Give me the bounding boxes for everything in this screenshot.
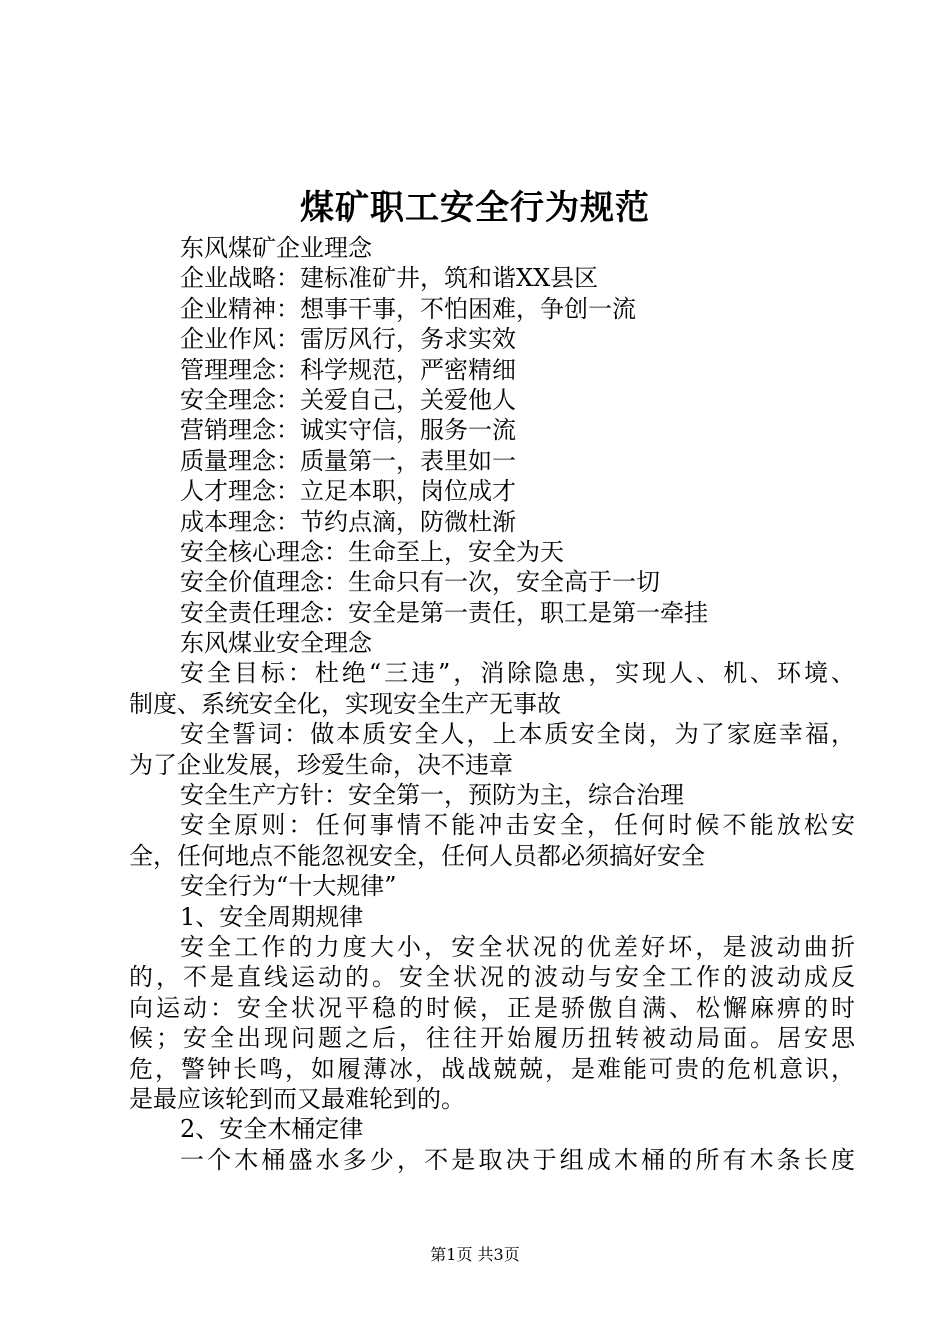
text-line: 危，警钟长鸣，如履薄冰，战战兢兢，是难能可贵的危机意识，: [129, 1054, 855, 1083]
document-title: 煤矿职工安全行为规范: [300, 188, 650, 228]
page-footer: 第1页 共3页: [430, 1245, 520, 1264]
text-line: 东风煤矿企业理念: [180, 234, 372, 262]
text-line: 安全目标：杜绝“三违”，消除隐患，实现人、机、环境、: [180, 659, 855, 688]
text-line: 2、安全木桶定律: [180, 1115, 364, 1144]
text-line: 1、安全周期规律: [180, 902, 364, 931]
text-line: 为了企业发展，珍爱生命，决不违章: [129, 750, 513, 779]
text-line: 营销理念：诚实守信，服务一流: [180, 416, 516, 445]
text-line: 企业精神：想事干事，不怕困难，争创一流: [180, 294, 636, 323]
text-line: 安全誓词：做本质安全人，上本质安全岗，为了家庭幸福，: [180, 720, 855, 749]
text-line: 安全工作的力度大小，安全状况的优差好坏，是波动曲折: [180, 932, 855, 961]
text-line: 候；安全出现问题之后，往往开始履历扭转被动局面。居安思: [129, 1024, 855, 1053]
text-line: 向运动：安全状况平稳的时候，正是骄傲自满、松懈麻痹的时: [129, 993, 855, 1022]
text-line: 质量理念：质量第一，表里如一: [180, 446, 516, 475]
text-line: 安全核心理念：生命至上，安全为天: [180, 537, 564, 566]
text-line: 安全行为“十大规律”: [180, 872, 397, 901]
text-line: 安全理念：关爱自己，关爱他人: [180, 385, 516, 414]
text-line: 是最应该轮到而又最难轮到的。: [129, 1084, 465, 1113]
text-line: 成本理念：节约点滴，防微杜渐: [180, 507, 516, 536]
document-body: [129, 233, 855, 1175]
text-line: 全，任何地点不能忽视安全，任何人员都必须搞好安全: [129, 841, 705, 870]
text-line: 的，不是直线运动的。安全状况的波动与安全工作的波动成反: [129, 963, 855, 992]
text-line: 一个木桶盛水多少，不是取决于组成木桶的所有木条长度: [180, 1145, 855, 1174]
text-line: 制度、系统安全化，实现安全生产无事故: [129, 689, 561, 718]
text-line: 管理理念：科学规范，严密精细: [180, 355, 516, 384]
text-line: 安全原则：任何事情不能冲击安全，任何时候不能放松安: [180, 811, 855, 840]
text-line: 人才理念：立足本职，岗位成才: [180, 477, 516, 506]
text-line: 企业战略：建标准矿井，筑和谐XX县区: [180, 264, 599, 293]
text-line: 安全生产方针：安全第一，预防为主，综合治理: [180, 781, 684, 810]
text-line: 安全价值理念：生命只有一次，安全高于一切: [180, 568, 660, 597]
text-line: 安全责任理念：安全是第一责任，职工是第一牵挂: [180, 598, 708, 627]
text-line: 企业作风：雷厉风行，务求实效: [180, 325, 516, 354]
text-line: 东风煤业安全理念: [180, 629, 372, 658]
